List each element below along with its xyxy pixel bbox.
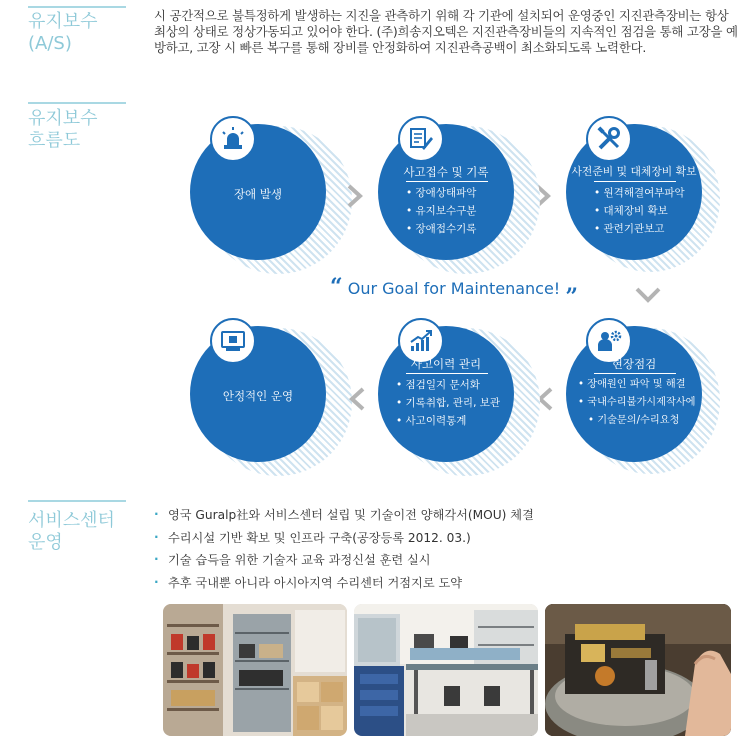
step-3-list [594, 184, 694, 238]
tools-icon [586, 116, 632, 162]
section-title-as-line2: (A/S) [28, 33, 72, 54]
flow-step-1 [190, 124, 338, 272]
section-title-service-line2: 운영 [28, 532, 63, 553]
section-title-flow [28, 108, 98, 152]
list-item: • 장애접수기록 [406, 220, 506, 238]
open-quote: “ [330, 274, 343, 300]
seismometer-repair-photo [545, 604, 731, 736]
close-quote: ” [565, 284, 578, 310]
list-item: • 기술문의/수리요청 [578, 412, 700, 430]
chevron-left-icon [348, 386, 366, 412]
list-item: · 추후 국내뿐 아니라 아시아지역 수리센터 거점지로 도약 [154, 572, 534, 595]
chevron-right-icon [346, 183, 364, 209]
flow-step-5 [378, 326, 526, 474]
document-pen-icon [398, 116, 444, 162]
goal-text: Our Goal for Maintenance! [347, 279, 561, 298]
list-item: • 관련기관보고 [594, 220, 694, 238]
list-item: · 영국 Guralp社와 서비스센터 설립 및 기술이전 양해각서(MOU) 체결 [154, 504, 534, 527]
warehouse-photo [163, 604, 347, 736]
list-item: • 국내수리불가시제작사에 [578, 394, 700, 412]
step-1-title: 장애 발생 [233, 187, 283, 201]
list-item: · 수리시설 기반 확보 및 인프라 구축(공장등록 2012. 03.) [154, 527, 534, 550]
intro-paragraph: 시 공간적으로 불특정하게 발생하는 지진을 관측하기 위해 각 기관에 설치되어 운영중인 지진관측장비는 항상 최상의 상태로 정상가동되고 있어야 한다. (주)희송지오텍은 지진관측장비들의 지속적인 점검을 통해 고장을 예방하고, 고장 시 빠른 복구를 통해 장비를 안정화하여 지진관측공백이 최소화되도록 노력한다. [154, 8, 738, 55]
list-item: • 점검일지 문서화 [396, 376, 508, 394]
list-item: • 원격해결여부파악 [594, 184, 694, 202]
section-title-service-line1: 서비스센터 [28, 510, 115, 531]
step-6-title: 안정적인 운영 [222, 389, 294, 403]
section-rule-flow [28, 102, 126, 104]
section-title-flow-line1: 유지보수 [28, 108, 98, 129]
chevron-down-icon [634, 286, 662, 304]
step-5-list [396, 376, 508, 430]
workshop-photo [354, 604, 538, 736]
section-title-flow-line2: 흐름도 [28, 130, 81, 151]
flow-step-4 [566, 326, 714, 474]
flow-step-2 [378, 124, 526, 272]
list-item: • 대체장비 확보 [594, 202, 694, 220]
flow-step-3 [566, 124, 714, 272]
list-item: • 장애원인 파악 및 해결 [578, 376, 700, 394]
monitor-icon [210, 318, 256, 364]
step-4-title: 현장점검 [611, 357, 657, 371]
step-2-title: 사고접수 및 기록 [403, 165, 489, 179]
step-4-list [578, 376, 700, 430]
section-rule-as [28, 6, 126, 8]
step-2-list [406, 184, 506, 238]
section-title-service [28, 510, 115, 554]
section-title-as-line1: 유지보수 [28, 11, 98, 32]
section-rule-service [28, 500, 126, 502]
list-item: • 기록취합, 관리, 보관 [396, 394, 508, 412]
list-item: • 사고이력통계 [396, 412, 508, 430]
flow-step-6 [190, 326, 338, 474]
list-item: · 기술 습득을 위한 기술자 교육 과정신설 훈련 실시 [154, 549, 534, 572]
step-5-title: 사고이력 관리 [410, 357, 482, 371]
service-list [154, 504, 534, 594]
step-3-title: 사전준비 및 대체장비 확보 [571, 165, 697, 178]
siren-icon [210, 116, 256, 162]
section-title-as [28, 11, 98, 55]
list-item: • 유지보수구분 [406, 202, 506, 220]
goal-slogan [330, 274, 578, 310]
list-item: • 장애상태파악 [406, 184, 506, 202]
